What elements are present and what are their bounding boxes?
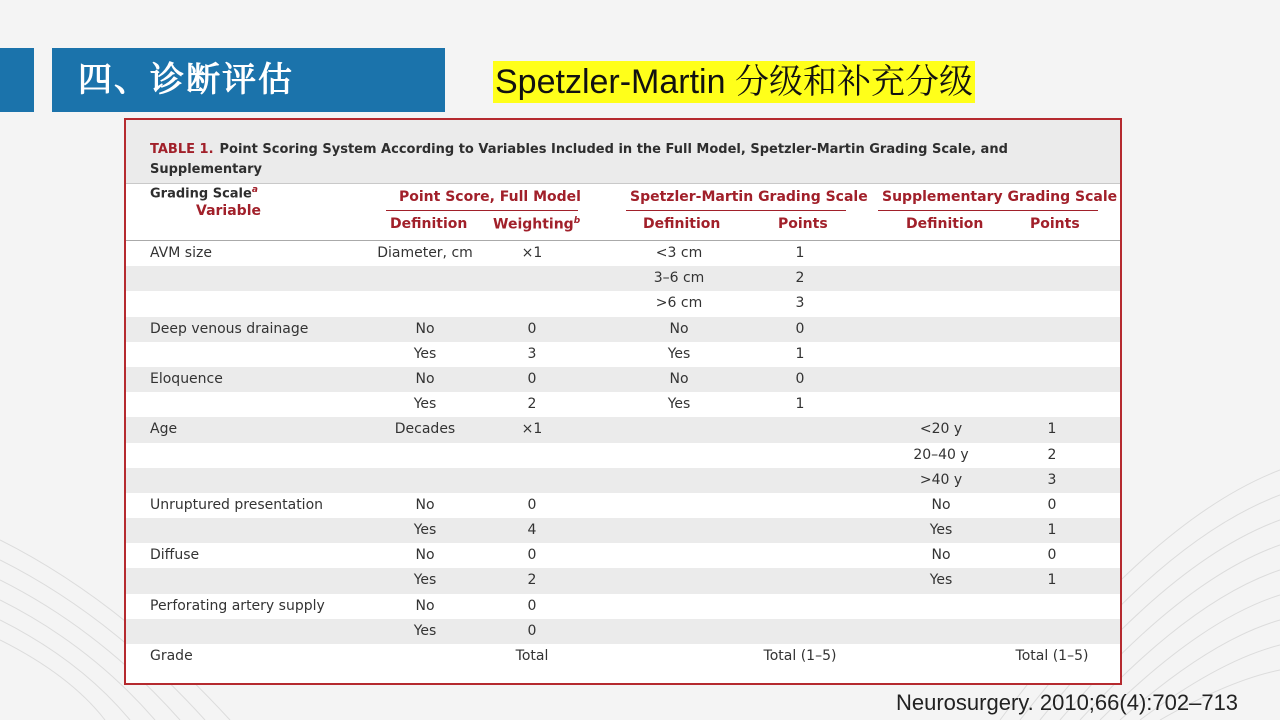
cell-supp-definition: No: [931, 547, 951, 564]
cell-full-definition: No: [415, 547, 435, 564]
table-header: [126, 184, 1120, 241]
cell-variable: Eloquence: [150, 370, 223, 387]
header-supp-points: Points: [1030, 216, 1080, 232]
cell-variable: Deep venous drainage: [150, 320, 309, 337]
cell-sm-definition: <3 cm: [655, 245, 703, 261]
cell-full-weighting: 2: [527, 572, 537, 589]
cell-sm-definition: 3–6 cm: [653, 270, 705, 287]
cell-sm-points: 2: [795, 270, 805, 287]
header-variable: Variable: [196, 203, 261, 219]
header-weighting: [493, 216, 580, 233]
cell-supp-points: 2: [1047, 446, 1057, 463]
section-title: 四、诊断评估: [52, 48, 445, 112]
cell-sm-definition: Yes: [667, 345, 691, 362]
cell-supp-points: 1: [1047, 421, 1057, 438]
cell-supp-points: 1: [1047, 522, 1057, 539]
scoring-table: [124, 118, 1122, 685]
cell-full-definition: Yes: [413, 622, 437, 639]
table-row: [126, 493, 1120, 518]
header-sm-scale: Spetzler-Martin Grading Scale: [630, 189, 868, 205]
table-row: [126, 241, 1120, 266]
cell-variable: Unruptured presentation: [150, 496, 324, 513]
cell-variable: Diffuse: [150, 547, 200, 564]
caption-text-2: Grading Scale: [150, 186, 252, 202]
cell-supp-points: 0: [1047, 547, 1057, 564]
cell-supp-points: 0: [1047, 496, 1057, 513]
cell-full-weighting: 0: [527, 496, 537, 513]
table-row: [126, 266, 1120, 291]
table-body: [126, 241, 1120, 669]
weighting-footnote-mark: b: [573, 216, 581, 226]
cell-full-weighting: 3: [527, 345, 537, 362]
caption-text: Point Scoring System According to Variables Included in the Full Model, Spetzler-Martin Grading Scale, and Supplementary: [150, 142, 1008, 177]
cell-supp-definition: No: [931, 496, 951, 513]
cell-sm-definition: >6 cm: [655, 295, 703, 312]
table-row: [126, 392, 1120, 417]
cell-sm-points: 1: [795, 396, 805, 413]
cell-full-definition: Yes: [413, 396, 437, 413]
table-row: [126, 367, 1120, 392]
cell-full-weighting: 0: [527, 597, 537, 614]
cell-sm-points: 1: [795, 245, 805, 261]
table-row: [126, 417, 1120, 442]
cell-full-definition: No: [415, 370, 435, 387]
supp-scale-rule: [878, 210, 1098, 211]
table-row: [126, 568, 1120, 593]
table-row: [126, 518, 1120, 543]
table-row: [126, 543, 1120, 568]
cell-full-weighting: 0: [527, 622, 537, 639]
header-sm-points: Points: [778, 216, 828, 232]
cell-full-definition: No: [415, 320, 435, 337]
cell-full-definition: No: [415, 597, 435, 614]
table-row: [126, 443, 1120, 468]
cell-full-definition: Decades: [394, 421, 456, 438]
cell-full-weighting: 0: [527, 370, 537, 387]
header-supp-scale: Supplementary Grading Scale: [882, 189, 1118, 205]
cell-supp-definition: <20 y: [919, 421, 963, 438]
cell-full-definition: Yes: [413, 572, 437, 589]
cell-full-definition: No: [415, 496, 435, 513]
header-full-model: Point Score, Full Model: [399, 189, 581, 205]
cell-sm-definition: Yes: [667, 396, 691, 413]
cell-variable: Age: [150, 421, 178, 438]
table-row: [126, 317, 1120, 342]
table-row: [126, 342, 1120, 367]
full-model-rule: [386, 210, 578, 211]
cell-full-weighting: Total: [515, 648, 549, 664]
cell-supp-definition: Yes: [929, 572, 953, 589]
table-row: [126, 619, 1120, 644]
cell-sm-points: 0: [795, 320, 805, 337]
cell-full-definition: Diameter, cm: [377, 245, 473, 261]
cell-supp-definition: >40 y: [919, 471, 963, 488]
cell-sm-points: 3: [795, 295, 805, 312]
cell-supp-definition: 20–40 y: [913, 446, 969, 463]
table-label: TABLE 1.: [150, 142, 214, 157]
cell-sm-definition: No: [669, 370, 689, 387]
cell-sm-definition: No: [669, 320, 689, 337]
table-row: [126, 644, 1120, 669]
cell-full-weighting: 0: [527, 547, 537, 564]
cell-variable: Grade: [150, 648, 193, 664]
cell-full-weighting: 0: [527, 320, 537, 337]
header-supp-definition: Definition: [906, 216, 984, 232]
header-weighting-label: Weighting: [493, 216, 574, 233]
accent-bar: [0, 48, 34, 112]
cell-sm-points: 0: [795, 370, 805, 387]
cell-sm-points: 1: [795, 345, 805, 362]
caption-footnote-mark: a: [251, 185, 258, 195]
table-row: [126, 291, 1120, 316]
header-sm-definition: Definition: [643, 216, 721, 232]
cell-supp-definition: Yes: [929, 522, 953, 539]
highlight-title: Spetzler-Martin 分级和补充分级: [495, 63, 973, 101]
cell-full-weighting: 4: [527, 522, 537, 539]
cell-sm-points: Total (1–5): [763, 648, 837, 664]
cell-variable: Perforating artery supply: [150, 597, 325, 614]
table-row: [126, 594, 1120, 619]
cell-full-definition: Yes: [413, 345, 437, 362]
cell-supp-points: 3: [1047, 471, 1057, 488]
sm-scale-rule: [626, 210, 846, 211]
citation: Neurosurgery. 2010;66(4):702–713: [896, 690, 1239, 715]
cell-supp-points: 1: [1047, 572, 1057, 589]
cell-variable: AVM size: [150, 245, 212, 261]
cell-supp-points: Total (1–5): [1015, 648, 1089, 664]
header-full-definition: Definition: [390, 216, 468, 232]
table-row: [126, 468, 1120, 493]
cell-full-definition: Yes: [413, 522, 437, 539]
cell-full-weighting: ×1: [521, 245, 543, 261]
cell-full-weighting: 2: [527, 396, 537, 413]
cell-full-weighting: ×1: [521, 421, 543, 438]
